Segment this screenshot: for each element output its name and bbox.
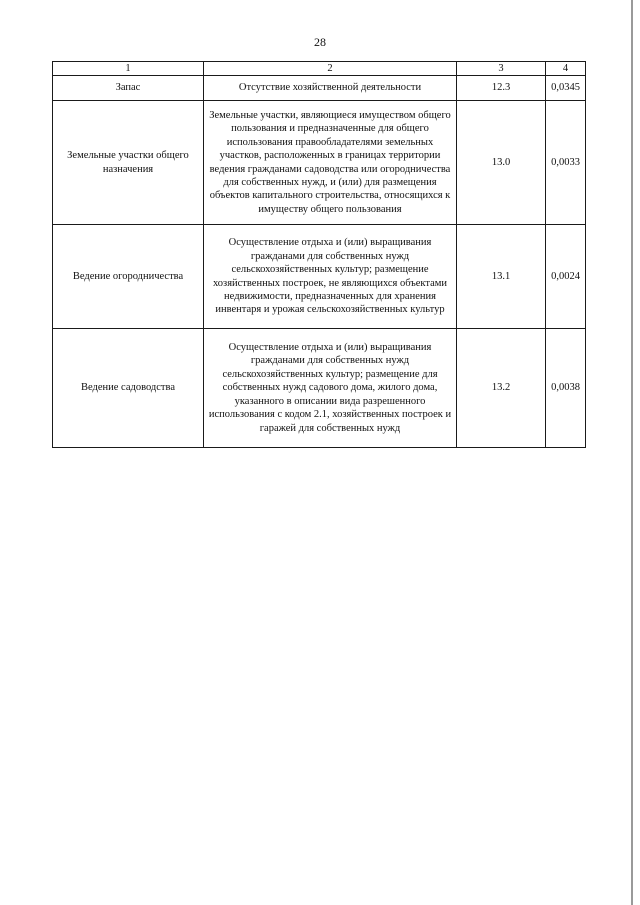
land-use-code: 12.3	[457, 76, 546, 101]
scan-edge-line	[631, 0, 633, 905]
header-cell-3: 3	[457, 62, 546, 76]
land-use-name: Земельные участки общего назначения	[53, 101, 204, 225]
table-row	[53, 101, 586, 225]
header-cell-4: 4	[546, 62, 586, 76]
land-use-name: Ведение огородничества	[53, 225, 204, 329]
header-cell-1: 1	[53, 62, 204, 76]
land-use-code: 13.2	[457, 329, 546, 448]
land-use-code: 13.1	[457, 225, 546, 329]
land-use-coefficient: 0,0024	[546, 225, 586, 329]
header-cell-2: 2	[204, 62, 457, 76]
land-use-coefficient: 0,0033	[546, 101, 586, 225]
land-use-coefficient: 0,0038	[546, 329, 586, 448]
table-row	[53, 329, 586, 448]
land-use-description: Осуществление отдыха и (или) выращивания гражданами для собственных нужд сельскохозяйственных культур; размещение хозяйственных построек, не являющихся объектами недвижимости, предназначенных для хранения инвентаря и урожая сельскохозяйственных культур	[204, 225, 457, 329]
table-row	[53, 76, 586, 101]
land-use-name: Запас	[53, 76, 204, 101]
table-header-row	[53, 62, 586, 76]
land-use-description: Отсутствие хозяйственной деятельности	[204, 76, 457, 101]
table-row	[53, 225, 586, 329]
land-use-coefficient: 0,0345	[546, 76, 586, 101]
land-use-description: Земельные участки, являющиеся имуществом общего пользования и предназначенные для общего использования правообладателями земельных участков, расположенных в границах территории ведения гражданами садоводства или огородничества для собственных нужд, и (или) для размещения объектов капитального строительства, относящихся к имуществу общего пользования	[204, 101, 457, 225]
land-use-description: Осуществление отдыха и (или) выращивания гражданами для собственных нужд сельскохозяйственных культур; размещение для собственных нужд садового дома, жилого дома, указанного в описании вида разрешенного использования с кодом 2.1, хозяйственных построек и гаражей для собственных нужд	[204, 329, 457, 448]
land-use-table	[52, 61, 586, 448]
land-use-name: Ведение садоводства	[53, 329, 204, 448]
page-number: 28	[314, 35, 326, 49]
land-use-code: 13.0	[457, 101, 546, 225]
